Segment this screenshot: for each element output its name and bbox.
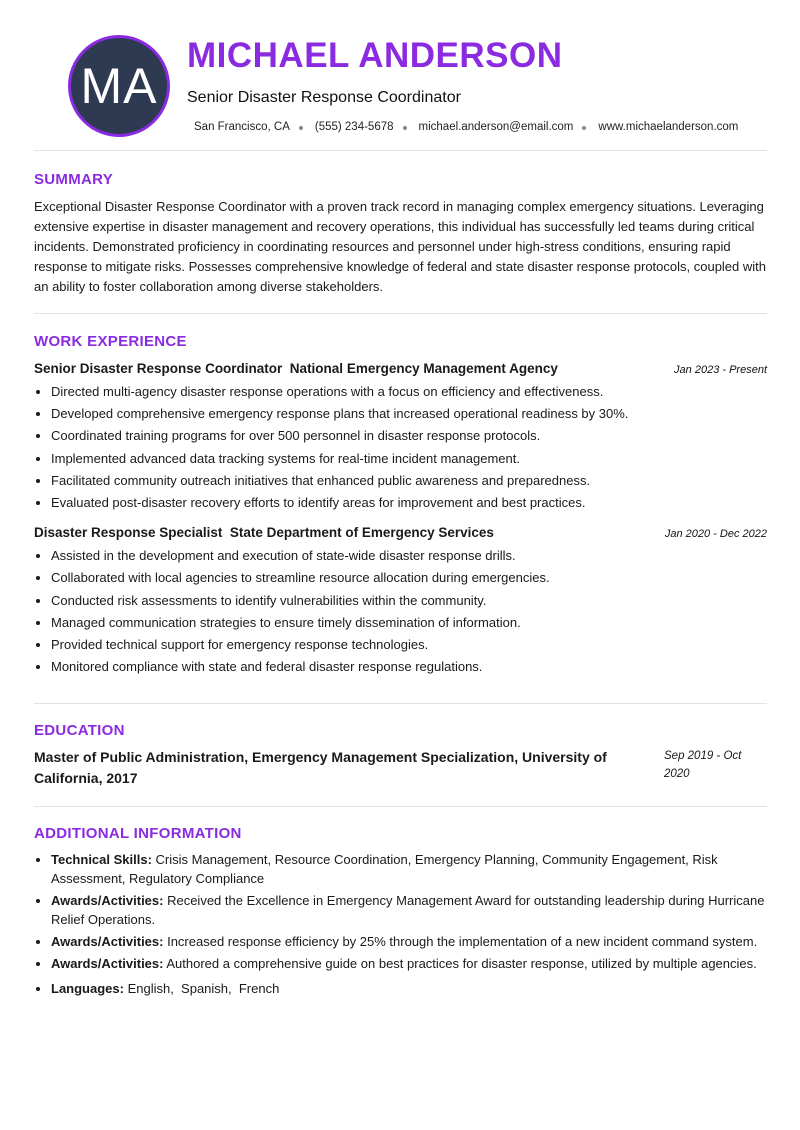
list-item: • Evaluated post-disaster recovery efforts to identify areas for improvement and best practices. [51,492,767,514]
list-item [51,891,767,929]
section-heading: SUMMARY [34,171,114,188]
item-text: Received the Excellence in Emergency Management Award for outstanding leadership during Hurricane Relief Operations. [51,893,765,928]
item-text: Increased response efficiency by 25% through the implementation of a new incident command system. [163,934,758,950]
section-heading: ADDITIONAL INFORMATION [34,825,242,843]
contact-email[interactable]: michael.anderson@email.com [418,121,574,133]
avatar [68,35,170,137]
item-label: Awards/Activities: [51,934,164,950]
contact-line [194,121,738,133]
list-item: • Assisted in the development and execution of state-wide disaster response drills. [51,545,767,567]
job-entry [34,361,767,514]
summary-text: Exceptional Disaster Response Coordinator with a proven track record in managing complex emergency situations. Leveraging extensive expertise in disaster management and recovery operations, this individual has successfully led teams during critical incidents. Demonstrated proficiency in coordinating resources and personnel under high-stress conditions, ensuring rapid response to mitigate risks. Possesses comprehensive knowledge of federal and state disaster response protocols, coupled with an ability to foster collaboration among diverse stakeholders. [34,199,766,294]
item-label: Awards/Activities: [51,893,164,909]
job-title-headline: Senior Disaster Response Coordinator [187,89,461,106]
job-header [34,525,767,540]
job-date: Jan 2023 - Present [674,364,767,376]
job-bullets [34,381,767,514]
list-item: • Collaborated with local agencies to streamline resource allocation during emergencies. [51,567,767,589]
item-label: Technical Skills: [51,852,152,868]
list-item: • Developed comprehensive emergency response plans that increased operational readiness by 30%. [51,403,767,425]
section-heading: WORK EXPERIENCE [34,333,187,350]
job-title: Disaster Response Specialist State Department of Emergency Services [34,525,494,541]
item-label: Languages: [51,981,124,997]
avatar-initials: MA [80,58,158,114]
list-item [51,979,767,998]
separator-dot [403,126,407,130]
section-heading: EDUCATION [34,722,125,740]
job-title: Senior Disaster Response Coordinator National Emergency Management Agency [34,361,558,376]
list-item: • Provided technical support for emergency response technologies. [51,634,767,656]
contact-location: San Francisco, CA [194,121,290,133]
list-item: • Directed multi-agency disaster response operations with a focus on efficiency and effectiveness. [51,381,767,403]
degree: Master of Public Administration, Emergency Management Specialization, University of California, 2017 [34,749,607,787]
education-section [34,704,767,806]
candidate-name: MICHAEL ANDERSON [187,36,563,75]
summary-section [34,151,767,313]
job-date: Jan 2020 - Dec 2022 [664,528,767,541]
item-text: English, Spanish, French [123,981,280,997]
list-item [51,932,767,951]
additional-section [34,807,767,998]
item-text: Crisis Management, Resource Coordination, Emergency Planning, Community Engagement, Risk Assessment, Regulatory Compliance [51,852,718,887]
list-item: • Facilitated community outreach initiatives that enhanced public awareness and preparedness. [51,470,767,492]
item-label: Awards/Activities: [51,956,164,972]
separator-dot [299,126,303,130]
job-entry [34,525,767,678]
list-item: • Coordinated training programs for over 500 personnel in disaster response protocols. [51,425,767,447]
job-bullets [34,545,767,678]
list-item [51,954,767,973]
list-item: • Implemented advanced data tracking systems for real-time incident management. [51,448,767,470]
list-item [51,850,767,888]
contact-website[interactable]: www.michaelanderson.com [598,121,739,133]
contact-phone: (555) 234-5678 [314,121,394,133]
item-text: Authored a comprehensive guide on best practices for disaster response, utilized by multiple agencies. [163,956,757,972]
separator-dot [582,126,586,130]
resume-header [34,0,767,150]
list-item: • Monitored compliance with state and federal disaster response regulations. [51,656,767,678]
list-item: • Managed communication strategies to ensure timely dissemination of information. [51,612,767,634]
experience-section [34,314,767,695]
job-header [34,361,767,376]
additional-list [34,850,767,998]
education-date: Sep 2019 - Oct 2020 [664,750,742,781]
education-entry [34,747,767,789]
list-item: • Conducted risk assessments to identify vulnerabilities within the community. [51,590,767,612]
